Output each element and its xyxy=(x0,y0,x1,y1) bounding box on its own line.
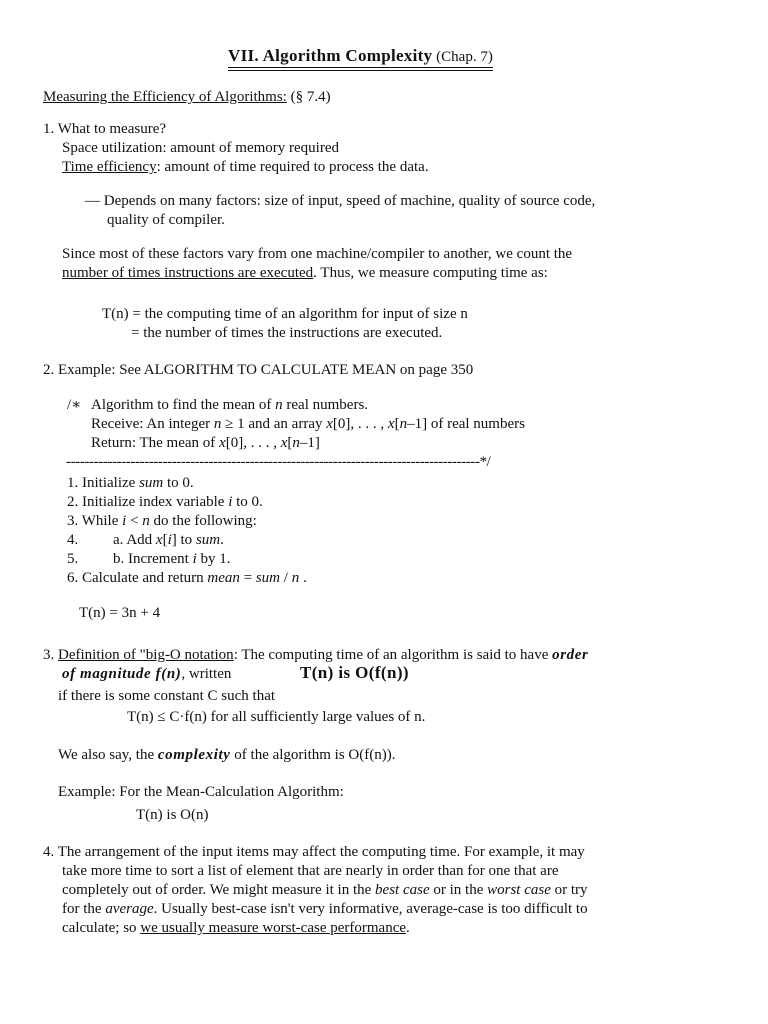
s4-line-5: calculate; so we usually measure worst-case performance. xyxy=(62,920,410,936)
s1-question: 1. What to measure? xyxy=(43,121,167,137)
s2-comment-line-3: Return: The mean of x[0], . . . , x[n–1] xyxy=(91,435,320,451)
s3-definition-2: of magnitude f(n), written xyxy=(62,666,232,682)
s2-heading: 2. Example: See ALGORITHM TO CALCULATE MEAN on page 350 xyxy=(43,362,474,378)
s1-since-1: Since most of these factors vary from one machine/compiler to another, we count the xyxy=(62,246,573,262)
s4-line-4: for the average. Usually best-case isn't very informative, average-case is too difficult to xyxy=(62,901,588,917)
s2-step-6: 6. Calculate and return mean = sum / n . xyxy=(67,570,307,586)
s1-tn-1: T(n) = the computing time of an algorithm for input of size n xyxy=(102,306,468,322)
s2-step-1: 1. Initialize sum to 0. xyxy=(67,475,194,491)
s2-step-4: a. Add x[i] to sum. xyxy=(113,532,224,548)
s4-line-3: completely out of order. We might measure it in the best case or in the worst case or try xyxy=(62,882,588,898)
s1-tn-2: = the number of times the instructions are executed. xyxy=(131,325,443,341)
s4-line-1: 4. The arrangement of the input items may affect the computing time. For example, it may xyxy=(43,844,585,860)
s3-inequality: T(n) ≤ C·f(n) for all sufficiently large values of n. xyxy=(127,709,426,725)
title-main: VII. Algorithm Complexity xyxy=(228,46,433,65)
s1-space: Space utilization: amount of memory required xyxy=(62,140,340,156)
s1-depends-1: — Depends on many factors: size of input, speed of machine, quality of source code, xyxy=(85,193,596,209)
s2-step-3: 3. While i < n do the following: xyxy=(67,513,257,529)
s2-comment-line-2: Receive: An integer n ≥ 1 and an array x[0], . . . , x[n–1] of real numbers xyxy=(91,416,525,432)
s2-step-5-num: 5. xyxy=(67,551,79,567)
s2-comment-open: /∗ xyxy=(67,397,82,413)
s3-if: if there is some constant C such that xyxy=(58,688,276,704)
title-chapter: (Chap. 7) xyxy=(436,49,493,65)
s1-since-2: number of times instructions are executed. Thus, we measure computing time as: xyxy=(62,265,548,281)
page-title xyxy=(228,46,493,68)
s2-tn: T(n) = 3n + 4 xyxy=(79,605,161,621)
s1-depends-2: quality of compiler. xyxy=(107,212,225,228)
s3-big-o: T(n) is O(f(n)) xyxy=(300,663,409,682)
s1-time: Time efficiency: amount of time required to process the data. xyxy=(62,159,429,175)
s2-comment-close: ------------------------------------------------------------------------------------------*/ xyxy=(66,454,491,470)
s3-example-tn: T(n) is O(n) xyxy=(136,807,209,823)
s3-also: We also say, the complexity of the algorithm is O(f(n)). xyxy=(58,747,396,763)
s4-line-2: take more time to sort a list of element that are nearly in order than for one that are xyxy=(62,863,559,879)
s2-step-5: b. Increment i by 1. xyxy=(113,551,231,567)
s2-comment-line-1: Algorithm to find the mean of n real numbers. xyxy=(91,397,369,413)
s3-definition: 3. Definition of "big-O notation: The computing time of an algorithm is said to have order xyxy=(43,647,589,663)
s2-step-2: 2. Initialize index variable i to 0. xyxy=(67,494,263,510)
s2-step-4-num: 4. xyxy=(67,532,79,548)
s3-example: Example: For the Mean-Calculation Algorithm: xyxy=(58,784,344,800)
section-heading: Measuring the Efficiency of Algorithms: (§ 7.4) xyxy=(43,89,331,105)
